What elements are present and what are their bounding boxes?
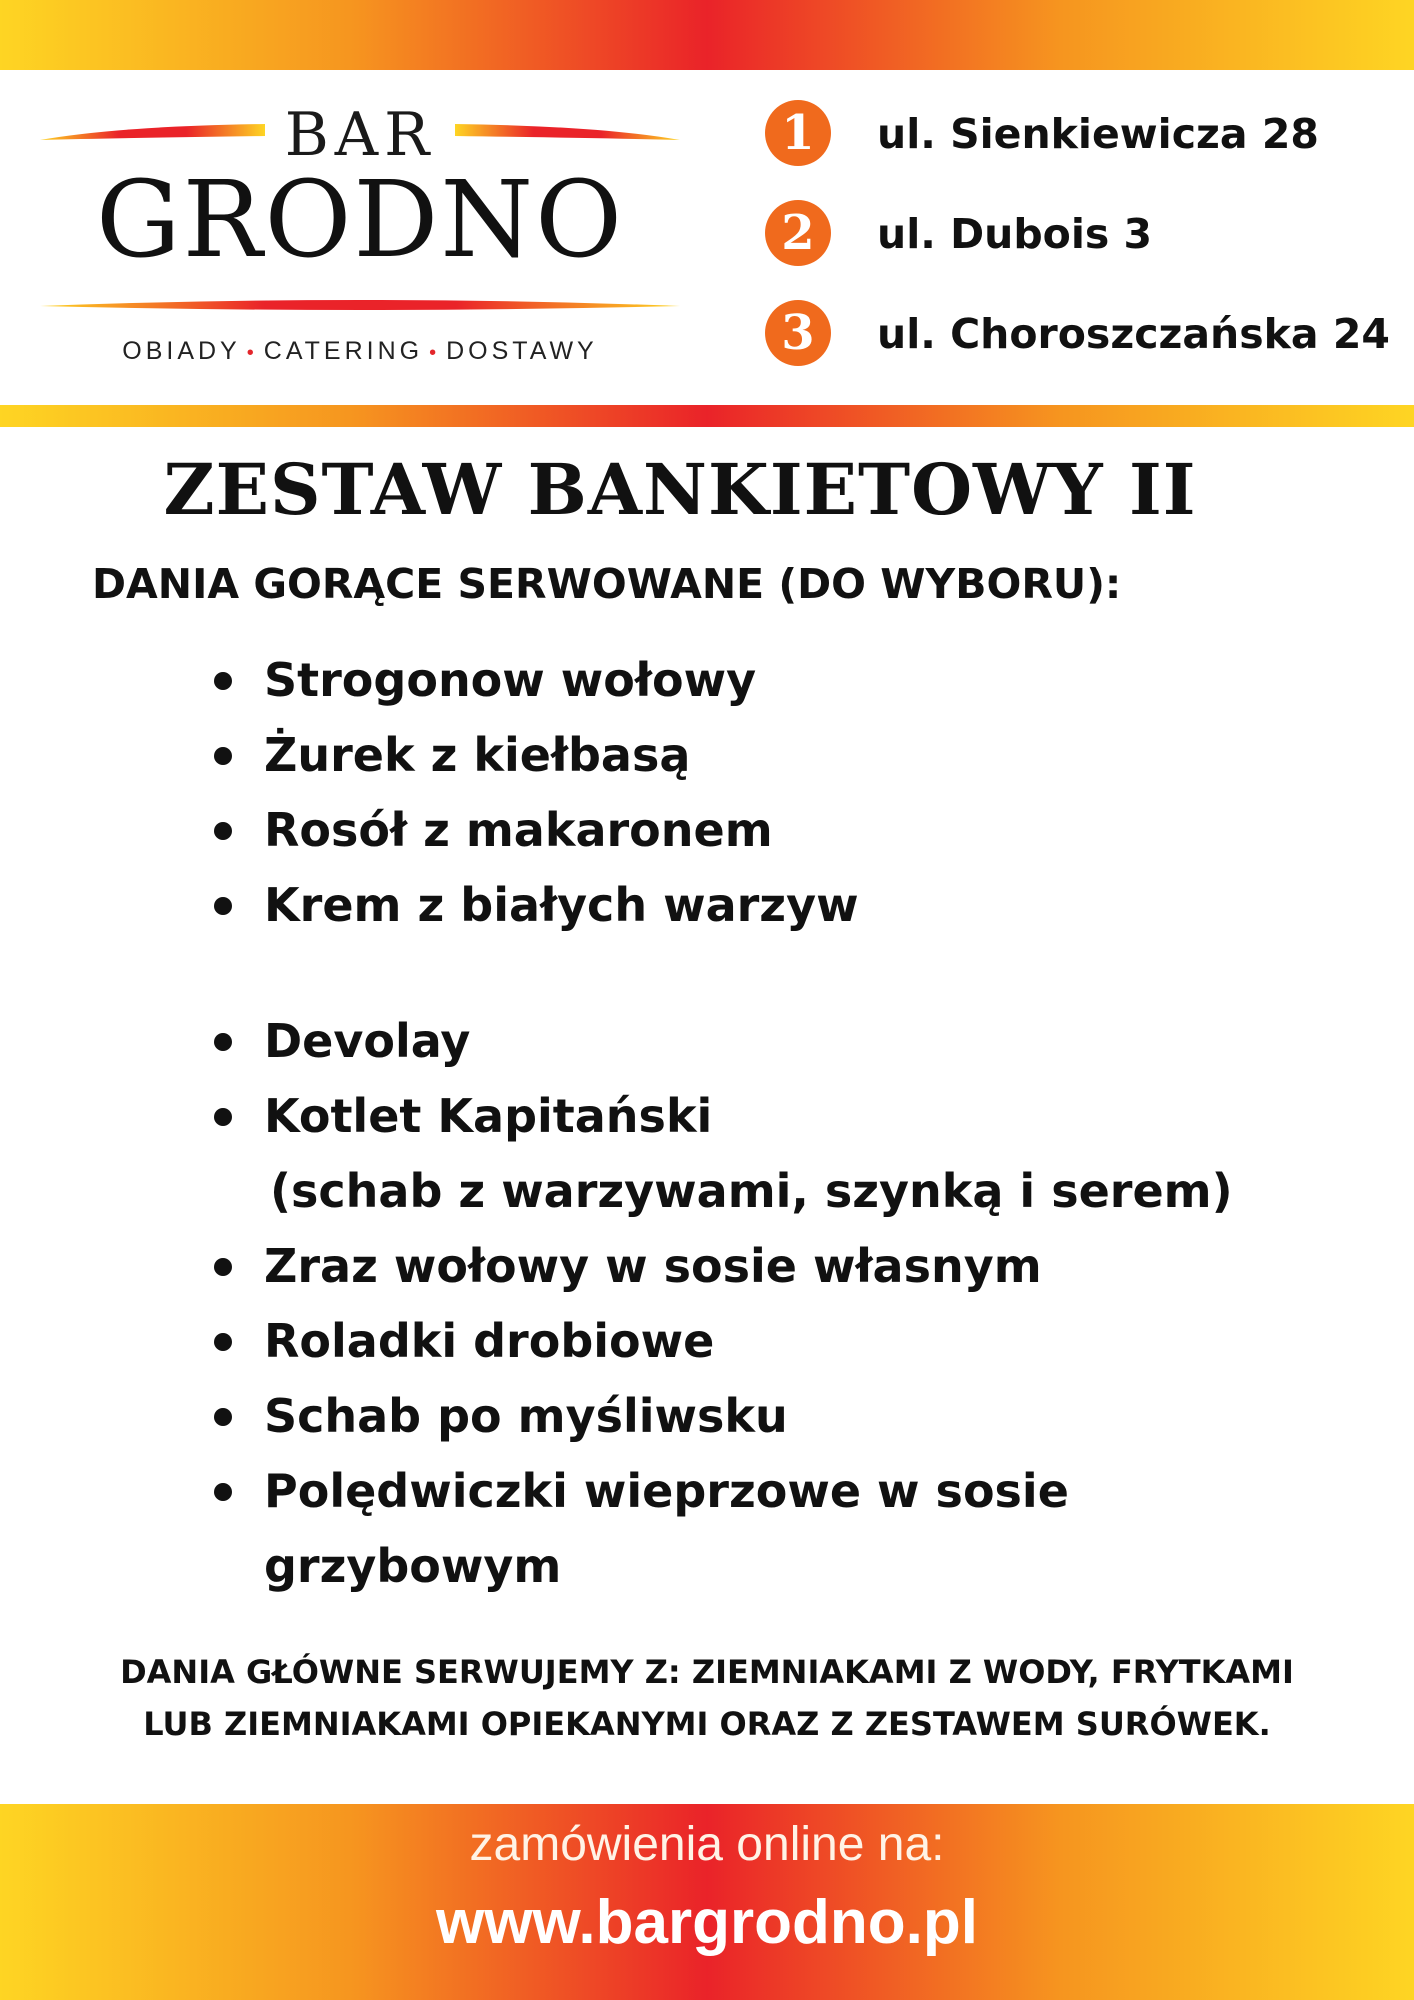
section-subtitle: DANIA GORĄCE SERWOWANE (DO WYBORU):: [92, 560, 1122, 608]
list-item: [208, 1004, 1233, 1079]
dish-name: Roladki drobiowe: [264, 1314, 715, 1368]
address-item: [765, 300, 1405, 400]
address-item: [765, 100, 1405, 200]
dish-name: Rosół z makaronem: [264, 803, 773, 857]
dish-name: Kotlet Kapitański: [264, 1089, 713, 1143]
dish-name: Devolay: [264, 1014, 471, 1068]
side-dishes-line-2: LUB ZIEMNIAKAMI OPIEKANYMI ORAZ Z ZESTAWEM SURÓWEK.: [143, 1705, 1271, 1743]
page-title: ZESTAW BANKIETOWY II: [163, 448, 1197, 531]
soups-list: [208, 643, 859, 943]
dish-note: (schab z warzywami, szynką i serem): [270, 1164, 1233, 1218]
bullet-icon: [214, 1108, 232, 1126]
dish-name: Schab po myśliwsku: [264, 1389, 788, 1443]
list-item: [208, 643, 859, 718]
list-item: [208, 1079, 1233, 1229]
address-list: [765, 100, 1405, 400]
online-order-label: zamówienia online na:: [469, 1818, 945, 1871]
list-item: [208, 1454, 1233, 1604]
address-text: ul. Dubois 3: [877, 210, 1153, 258]
bullet-icon: [214, 747, 232, 765]
address-number-badge: 3: [765, 300, 831, 366]
dish-name: Polędwiczki wieprzowe w sosie: [264, 1464, 1069, 1518]
bullet-icon: [214, 1333, 232, 1351]
tagline-dot: •: [429, 342, 441, 364]
side-dishes-line-1: DANIA GŁÓWNE SERWUJEMY Z: ZIEMNIAKAMI Z WODY, FRYTKAMI: [120, 1653, 1294, 1691]
address-number-badge: 2: [765, 200, 831, 266]
logo-bar-word: BAR: [284, 100, 436, 170]
bullet-icon: [214, 672, 232, 690]
list-item: [208, 1379, 1233, 1454]
dish-name: Krem z białych warzyw: [264, 878, 859, 932]
bullet-icon: [214, 1258, 232, 1276]
address-text: ul. Sienkiewicza 28: [877, 110, 1319, 158]
dish-name: Strogonow wołowy: [264, 653, 757, 707]
list-item: [208, 718, 859, 793]
list-item: [208, 1304, 1233, 1379]
list-item: [208, 1229, 1233, 1304]
list-item: [208, 868, 859, 943]
side-dishes-note: [60, 1646, 1354, 1750]
logo-tagline: [40, 336, 680, 368]
tagline-catering: CATERING: [263, 337, 424, 365]
logo-grodno-word: GRODNO: [95, 158, 625, 281]
bullet-icon: [214, 1408, 232, 1426]
address-item: [765, 200, 1405, 300]
mains-list: [208, 1004, 1233, 1604]
list-item: [208, 793, 859, 868]
bullet-icon: [214, 1033, 232, 1051]
address-number-badge: 1: [765, 100, 831, 166]
website-link[interactable]: www.bargrodno.pl: [436, 1888, 978, 1957]
tagline-dot: •: [246, 342, 258, 364]
dish-note: grzybowym: [264, 1539, 562, 1593]
dish-name: Zraz wołowy w sosie własnym: [264, 1239, 1042, 1293]
bar-grodno-logo: [40, 100, 680, 380]
bullet-icon: [214, 1483, 232, 1501]
address-text: ul. Choroszczańska 24: [877, 310, 1390, 358]
middle-gradient-band: [0, 405, 1414, 427]
bullet-icon: [214, 822, 232, 840]
top-gradient-band: [0, 0, 1414, 70]
tagline-dostawy: DOSTAWY: [446, 337, 598, 365]
dish-name: Żurek z kiełbasą: [264, 728, 691, 782]
bullet-icon: [214, 897, 232, 915]
tagline-obiady: OBIADY: [122, 337, 241, 365]
